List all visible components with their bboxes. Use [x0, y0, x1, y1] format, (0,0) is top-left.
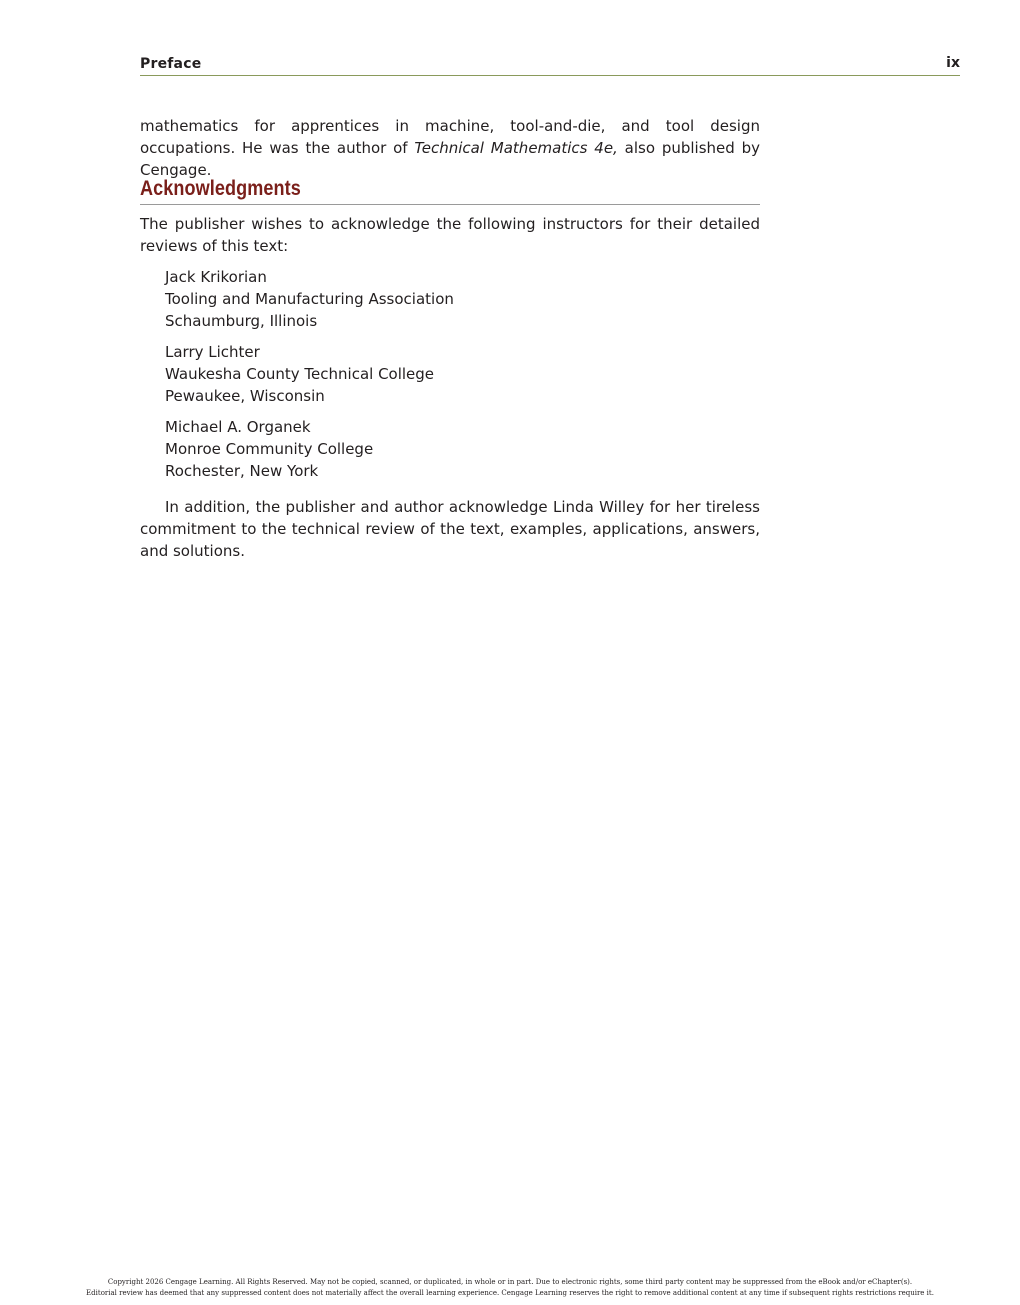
- copyright-line-1: Copyright 2026 Cengage Learning. All Rights Reserved. May not be copied, scanned, or duplicated, in whole or in part. Due to electronic rights, some third party content may be suppressed from the eBook and/or eChapter(s).: [107, 1278, 913, 1286]
- copyright-notice: [0, 1277, 1020, 1299]
- reviewer-entry: [165, 266, 454, 332]
- acknowledgments-heading-text: Acknowledgments: [140, 177, 301, 200]
- reviewer-name: Jack Krikorian: [165, 268, 267, 286]
- continuation-text-end: also published by Cengage.: [140, 139, 760, 179]
- running-head: [140, 55, 960, 76]
- page-number: ix: [946, 55, 960, 71]
- continuation-paragraph: [140, 115, 760, 181]
- addition-paragraph: In addition, the publisher and author acknowledge Linda Willey for her tireless commitment to the technical review of the text, examples, applications, answers, and solutions.: [140, 498, 760, 560]
- reviewer-location: Schaumburg, Illinois: [165, 312, 318, 330]
- acknowledgments-heading: [140, 174, 760, 205]
- reviewer-location: Pewaukee, Wisconsin: [165, 387, 325, 405]
- continuation-text-start: mathematics for apprentices in machine, tool-and-die, and tool design occupations. He was the author of: [140, 117, 760, 157]
- reviewer-entry: [165, 341, 434, 407]
- reviewer-name: Larry Lichter: [165, 343, 260, 361]
- book-title-italic: Technical Mathematics 4e,: [414, 139, 618, 157]
- reviewer-institution: Waukesha County Technical College: [165, 365, 435, 383]
- reviewer-name: Michael A. Organek: [165, 418, 311, 436]
- reviewer-institution: Tooling and Manufacturing Association: [165, 290, 454, 308]
- reviewer-institution: Monroe Community College: [165, 440, 374, 458]
- running-head-section-title: Preface: [140, 56, 202, 72]
- reviewer-location: Rochester, New York: [165, 462, 319, 480]
- reviewer-entry: [165, 416, 373, 482]
- intro-paragraph: The publisher wishes to acknowledge the following instructors for their detailed reviews of this text:: [140, 215, 760, 255]
- copyright-line-2: Editorial review has deemed that any suppressed content does not materially affect the overall learning experience. Cengage Learning reserves the right to remove additional content at any time if subsequent rights restrictions require it.: [86, 1289, 934, 1297]
